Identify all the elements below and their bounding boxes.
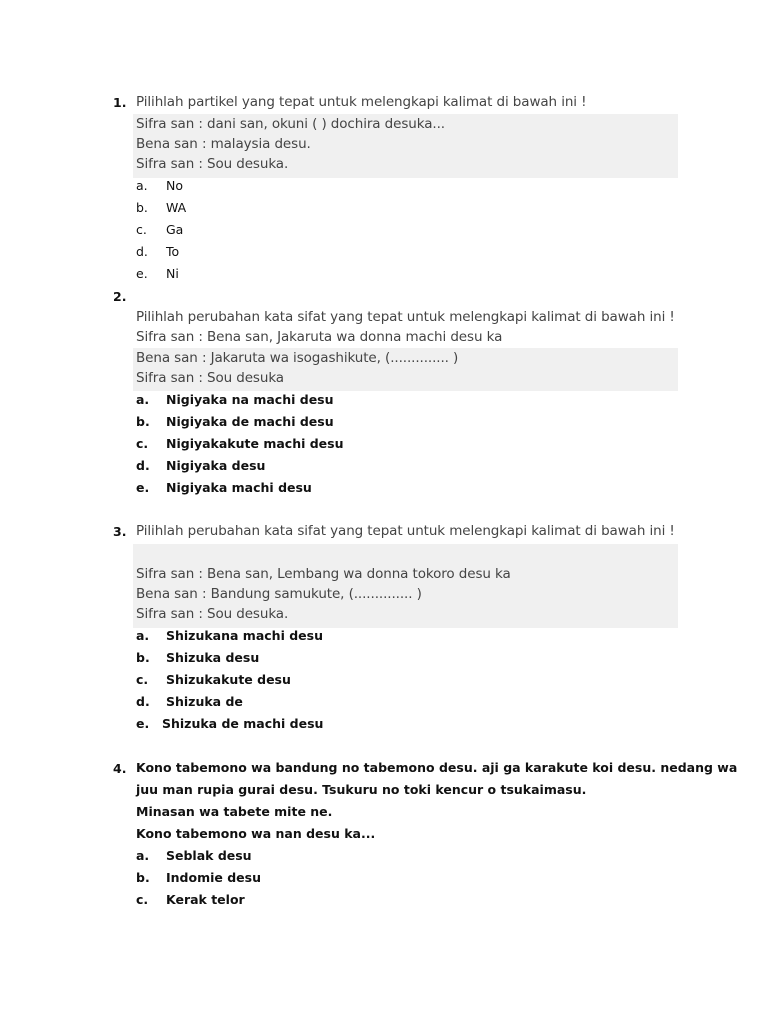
question-1-option-d	[136, 244, 179, 259]
option-text: Indomie desu	[166, 870, 261, 885]
option-text: Shizuka de	[166, 694, 243, 709]
question-4-text-line: Kono tabemono wa nan desu ka...	[136, 826, 376, 841]
question-1-dialogue-line: Sifra san : Sou desuka.	[136, 156, 289, 172]
option-letter: d.	[136, 458, 150, 473]
option-text: Shizukakute desu	[166, 672, 291, 687]
question-1-option-c	[136, 222, 183, 237]
question-1-number: 1.	[113, 95, 127, 110]
question-2-dialogue-line: Bena san : Jakaruta wa isogashikute, (.............. )	[136, 350, 459, 366]
option-text: To	[166, 244, 180, 259]
option-text: Ni	[166, 266, 179, 281]
question-2-option-d	[136, 458, 265, 473]
option-text: Shizuka de machi desu	[162, 716, 324, 731]
option-text: Nigiyaka na machi desu	[166, 392, 334, 407]
option-letter: b.	[136, 414, 150, 429]
question-3-number: 3.	[113, 524, 127, 539]
option-letter: e.	[136, 716, 150, 731]
option-text: Nigiyaka de machi desu	[166, 414, 334, 429]
question-2-option-e	[136, 480, 312, 495]
option-letter: e.	[136, 266, 148, 281]
option-text: Nigiyaka desu	[166, 458, 266, 473]
question-4-option-b	[136, 870, 261, 885]
option-letter: b.	[136, 870, 150, 885]
option-text: Nigiyakakute machi desu	[166, 436, 344, 451]
question-2-option-c	[136, 436, 344, 451]
question-1-option-e	[136, 266, 179, 281]
option-letter: c.	[136, 436, 149, 451]
question-3-prompt: Pilihlah perubahan kata sifat yang tepat untuk melengkapi kalimat di bawah ini !	[136, 523, 675, 539]
option-letter: d.	[136, 694, 150, 709]
option-letter: a.	[136, 848, 150, 863]
question-2-dialogue-line: Sifra san : Sou desuka	[136, 370, 284, 386]
option-letter: d.	[136, 244, 148, 259]
question-3-option-d	[136, 694, 243, 709]
option-letter: a.	[136, 392, 150, 407]
question-3-option-c	[136, 672, 291, 687]
question-2-option-a	[136, 392, 334, 407]
question-4-text-line: juu man rupia gurai desu. Tsukuru no toki kencur o tsukaimasu.	[136, 782, 587, 797]
question-4-text-line: Kono tabemono wa bandung no tabemono desu. aji ga karakute koi desu. nedang wa	[136, 760, 738, 775]
question-3-dialogue-line: Sifra san : Sou desuka.	[136, 606, 289, 622]
question-2-option-b	[136, 414, 334, 429]
question-3-option-a	[136, 628, 323, 643]
question-4-text-line: Minasan wa tabete mite ne.	[136, 804, 333, 819]
question-2-prompt: Pilihlah perubahan kata sifat yang tepat untuk melengkapi kalimat di bawah ini !	[136, 309, 675, 325]
option-text: WA	[166, 200, 187, 215]
option-letter: c.	[136, 892, 149, 907]
question-2-dialogue-line: Sifra san : Bena san, Jakaruta wa donna machi desu ka	[136, 329, 503, 345]
option-text: Nigiyaka machi desu	[166, 480, 312, 495]
option-text: Shizuka desu	[166, 650, 260, 665]
option-letter: c.	[136, 672, 149, 687]
option-letter: a.	[136, 178, 148, 193]
question-3-option-b	[136, 650, 259, 665]
question-1-prompt: Pilihlah partikel yang tepat untuk melengkapi kalimat di bawah ini !	[136, 94, 587, 110]
option-letter: e.	[136, 480, 150, 495]
option-text: Seblak desu	[166, 848, 252, 863]
question-1-option-b	[136, 200, 186, 215]
question-1-dialogue-line: Sifra san : dani san, okuni ( ) dochira desuka...	[136, 116, 445, 132]
option-letter: b.	[136, 200, 148, 215]
option-letter: a.	[136, 628, 150, 643]
option-text: Ga	[166, 222, 184, 237]
option-text: Shizukana machi desu	[166, 628, 323, 643]
question-3-dialogue-line: Bena san : Bandung samukute, (.............. )	[136, 586, 422, 602]
question-4-option-a	[136, 848, 252, 863]
question-4-option-c	[136, 892, 245, 907]
question-2-number: 2.	[113, 289, 127, 304]
option-letter: b.	[136, 650, 150, 665]
option-letter: c.	[136, 222, 147, 237]
question-3-dialogue-line: Sifra san : Bena san, Lembang wa donna tokoro desu ka	[136, 566, 511, 582]
option-text: No	[166, 178, 183, 193]
question-1-dialogue-line: Bena san : malaysia desu.	[136, 136, 311, 152]
question-1-option-a	[136, 178, 183, 193]
question-4-number: 4.	[113, 761, 127, 776]
question-3-option-e	[136, 716, 323, 731]
option-text: Kerak telor	[166, 892, 245, 907]
